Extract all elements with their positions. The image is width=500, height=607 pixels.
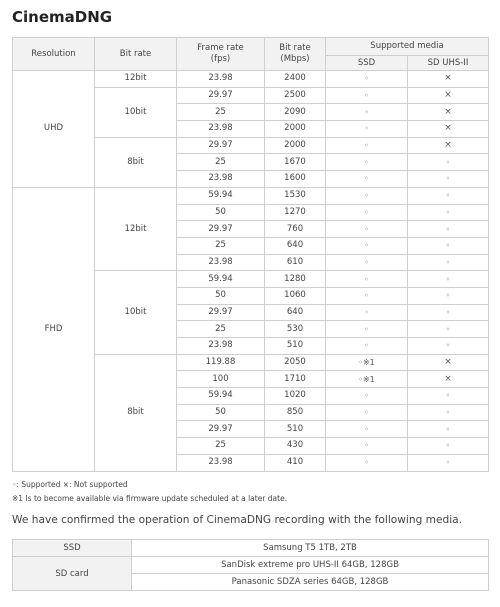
bitrate-mbps-cell: 1710 — [265, 371, 326, 388]
ssd-support-cell: ◦ — [326, 287, 408, 304]
sd-support-cell: ◦ — [408, 154, 489, 171]
sd-support-cell: ◦ — [408, 388, 489, 405]
header-supported-media: Supported media — [326, 38, 489, 56]
ssd-support-cell: ◦ — [326, 388, 408, 405]
sd-support-cell: ◦ — [408, 454, 489, 471]
bitrate-mbps-cell: 1530 — [265, 187, 326, 204]
frame-rate-cell: 23.98 — [177, 254, 265, 271]
frame-rate-cell: 23.98 — [177, 71, 265, 88]
ssd-support-cell: ◦ — [326, 404, 408, 421]
frame-rate-cell: 29.97 — [177, 221, 265, 238]
bitrate-mbps-cell: 2000 — [265, 137, 326, 154]
header-bit-rate: Bit rate — [95, 38, 177, 71]
sd-support-cell: ◦ — [408, 221, 489, 238]
sd-support-cell: × — [408, 87, 489, 104]
bitrate-mbps-cell: 610 — [265, 254, 326, 271]
bitrate-mbps-cell: 1280 — [265, 271, 326, 288]
media-label-ssd: SSD — [13, 540, 132, 557]
spec-table-body — [13, 71, 489, 472]
ssd-support-cell: ◦ — [326, 121, 408, 138]
sd-support-cell: ◦ — [408, 321, 489, 338]
ssd-support-cell: ◦ — [326, 304, 408, 321]
ssd-support-cell: ◦※1 — [326, 371, 408, 388]
sd-support-cell: ◦ — [408, 187, 489, 204]
sd-support-cell: ◦ — [408, 421, 489, 438]
sd-support-cell: × — [408, 354, 489, 371]
frame-rate-cell: 25 — [177, 154, 265, 171]
bitrate-mbps-cell: 510 — [265, 421, 326, 438]
ssd-support-cell: ◦※1 — [326, 354, 408, 371]
resolution-cell: FHD — [13, 187, 95, 471]
frame-rate-cell: 29.97 — [177, 421, 265, 438]
frame-rate-cell: 50 — [177, 404, 265, 421]
ssd-support-cell: ◦ — [326, 321, 408, 338]
bitrate-mbps-cell: 410 — [265, 454, 326, 471]
media-item: Panasonic SDZA series 64GB, 128GB — [132, 574, 489, 591]
media-row-sd — [13, 557, 489, 574]
frame-rate-cell: 29.97 — [177, 87, 265, 104]
sd-support-cell: × — [408, 137, 489, 154]
sd-support-cell: ◦ — [408, 438, 489, 455]
frame-rate-cell: 50 — [177, 204, 265, 221]
bitrate-mbps-cell: 2090 — [265, 104, 326, 121]
bitrate-mbps-cell: 1020 — [265, 388, 326, 405]
ssd-support-cell: ◦ — [326, 171, 408, 188]
ssd-support-cell: ◦ — [326, 204, 408, 221]
header-resolution: Resolution — [13, 38, 95, 71]
sd-support-cell: ◦ — [408, 254, 489, 271]
media-item: SanDisk extreme pro UHS-II 64GB, 128GB — [132, 557, 489, 574]
bitrate-mbps-cell: 530 — [265, 321, 326, 338]
legend-footnote: ※1 Is to become available via firmware update scheduled at a later date. — [12, 494, 288, 503]
frame-rate-cell: 50 — [177, 287, 265, 304]
bitrate-mbps-cell: 1600 — [265, 171, 326, 188]
bitrate-mbps-cell: 1060 — [265, 287, 326, 304]
ssd-support-cell: ◦ — [326, 237, 408, 254]
sd-support-cell: ◦ — [408, 304, 489, 321]
sd-support-cell: ◦ — [408, 237, 489, 254]
header-ssd: SSD — [326, 56, 408, 71]
ssd-support-cell: ◦ — [326, 271, 408, 288]
media-label-sd-card: SD card — [13, 557, 132, 591]
sd-support-cell: ◦ — [408, 171, 489, 188]
frame-rate-cell: 59.94 — [177, 388, 265, 405]
sd-support-cell: × — [408, 371, 489, 388]
table-row — [13, 71, 489, 88]
bitrate-mbps-cell: 430 — [265, 438, 326, 455]
ssd-support-cell: ◦ — [326, 187, 408, 204]
legend-support-key: ◦: Supported ×: Not supported — [12, 480, 128, 489]
frame-rate-cell: 119.88 — [177, 354, 265, 371]
table-row — [13, 187, 489, 204]
sd-support-cell: × — [408, 71, 489, 88]
frame-rate-cell: 100 — [177, 371, 265, 388]
ssd-support-cell: ◦ — [326, 137, 408, 154]
bit-depth-cell: 10bit — [95, 87, 177, 137]
ssd-support-cell: ◦ — [326, 154, 408, 171]
header-bitrate-mbps: Bit rate (Mbps) — [265, 38, 326, 71]
bitrate-mbps-cell: 1670 — [265, 154, 326, 171]
bit-depth-cell: 12bit — [95, 187, 177, 270]
bitrate-mbps-cell: 1270 — [265, 204, 326, 221]
bitrate-mbps-cell: 850 — [265, 404, 326, 421]
frame-rate-cell: 25 — [177, 104, 265, 121]
media-item: Samsung T5 1TB, 2TB — [132, 540, 489, 557]
bit-depth-cell: 10bit — [95, 271, 177, 354]
bitrate-mbps-cell: 2000 — [265, 121, 326, 138]
ssd-support-cell: ◦ — [326, 421, 408, 438]
bitrate-mbps-cell: 2050 — [265, 354, 326, 371]
bitrate-mbps-cell: 510 — [265, 338, 326, 355]
bitrate-mbps-cell: 2500 — [265, 87, 326, 104]
header-frame-rate: Frame rate (fps) — [177, 38, 265, 71]
sd-support-cell: ◦ — [408, 204, 489, 221]
frame-rate-cell: 29.97 — [177, 304, 265, 321]
frame-rate-cell: 23.98 — [177, 338, 265, 355]
sd-support-cell: ◦ — [408, 271, 489, 288]
header-sd-uhs-ii: SD UHS-II — [408, 56, 489, 71]
bit-depth-cell: 12bit — [95, 71, 177, 88]
frame-rate-cell: 23.98 — [177, 171, 265, 188]
sd-support-cell: ◦ — [408, 404, 489, 421]
frame-rate-cell: 23.98 — [177, 454, 265, 471]
confirmed-media-text: We have confirmed the operation of CinemaDNG recording with the following media. — [12, 514, 463, 526]
header-row — [13, 38, 489, 56]
ssd-support-cell: ◦ — [326, 254, 408, 271]
bitrate-mbps-cell: 760 — [265, 221, 326, 238]
bitrate-mbps-cell: 640 — [265, 304, 326, 321]
frame-rate-cell: 25 — [177, 237, 265, 254]
ssd-support-cell: ◦ — [326, 87, 408, 104]
bit-depth-cell: 8bit — [95, 137, 177, 187]
media-row-ssd — [13, 540, 489, 557]
bit-depth-cell: 8bit — [95, 354, 177, 471]
cinemadng-spec-table — [12, 37, 489, 472]
resolution-cell: UHD — [13, 71, 95, 188]
confirmed-media-table — [12, 539, 489, 591]
frame-rate-cell: 25 — [177, 438, 265, 455]
page-title: CinemaDNG — [12, 8, 113, 26]
ssd-support-cell: ◦ — [326, 454, 408, 471]
frame-rate-cell: 59.94 — [177, 271, 265, 288]
ssd-support-cell: ◦ — [326, 338, 408, 355]
sd-support-cell: × — [408, 104, 489, 121]
bitrate-mbps-cell: 640 — [265, 237, 326, 254]
bitrate-mbps-cell: 2400 — [265, 71, 326, 88]
ssd-support-cell: ◦ — [326, 104, 408, 121]
sd-support-cell: ◦ — [408, 338, 489, 355]
frame-rate-cell: 25 — [177, 321, 265, 338]
ssd-support-cell: ◦ — [326, 438, 408, 455]
sd-support-cell: ◦ — [408, 287, 489, 304]
frame-rate-cell: 23.98 — [177, 121, 265, 138]
ssd-support-cell: ◦ — [326, 71, 408, 88]
sd-support-cell: × — [408, 121, 489, 138]
ssd-support-cell: ◦ — [326, 221, 408, 238]
frame-rate-cell: 59.94 — [177, 187, 265, 204]
frame-rate-cell: 29.97 — [177, 137, 265, 154]
